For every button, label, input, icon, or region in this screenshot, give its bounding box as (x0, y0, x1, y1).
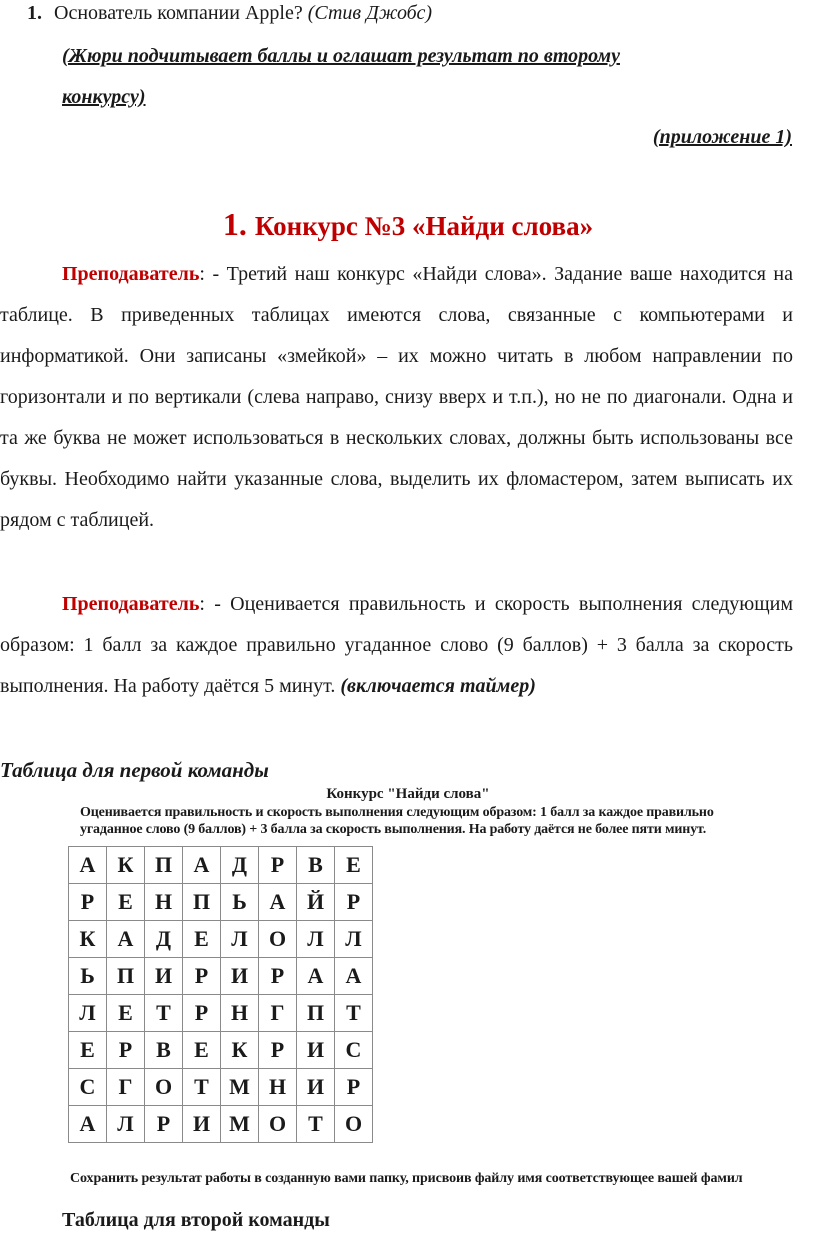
grid-cell: М (221, 1106, 259, 1143)
paragraph-task-text: Третий наш конкурс «Найди слова». Задание ваше находится на таблице. В приведенных таблицах имеются слова, связанные с компьютерами и информатикой. Они записаны «змейкой» – их можно читать в любом направлении по горизонтали и по вертикали (слева направо, снизу вверх и т.п.), но не по диагонали. Одна и та же буква не может использоваться в нескольких словах, должны быть использованы все буквы. Необходимо найти указанные слова, выделить их фломастером, затем выписать их рядом с таблицей. (0, 263, 793, 531)
grid-cell: С (69, 1069, 107, 1106)
section-number: 1. (222, 206, 247, 242)
grid-cell: Т (335, 995, 373, 1032)
grid-cell: Н (221, 995, 259, 1032)
grid-row (69, 884, 373, 921)
grid-cell: Т (145, 995, 183, 1032)
grid-cell: О (335, 1106, 373, 1143)
grid-cell: И (297, 1032, 335, 1069)
worksheet-title: Конкурс "Найди слова" (326, 786, 490, 802)
speaker-separator: : - (199, 593, 231, 615)
grid-cell: А (69, 847, 107, 884)
section-heading (0, 206, 816, 243)
grid-cell: Р (107, 1032, 145, 1069)
grid-cell: Р (259, 958, 297, 995)
speaker-separator: : - (199, 263, 227, 285)
grid-cell: Й (297, 884, 335, 921)
grid-cell: Л (335, 921, 373, 958)
appendix-reference: (приложение 1) (652, 126, 792, 148)
grid-cell: О (259, 921, 297, 958)
table1-label: Таблица для первой команды (0, 758, 269, 782)
grid-cell: Л (69, 995, 107, 1032)
grid-cell: Т (297, 1106, 335, 1143)
jury-note-line2: конкурсу) (62, 86, 146, 108)
question-number: 1. (27, 2, 42, 24)
grid-row (69, 921, 373, 958)
grid-row (69, 1106, 373, 1143)
grid-cell: Т (183, 1069, 221, 1106)
grid-row (69, 847, 373, 884)
grid-cell: Р (69, 884, 107, 921)
grid-cell: Р (335, 884, 373, 921)
grid-cell: Р (335, 1069, 373, 1106)
grid-cell: Р (259, 847, 297, 884)
grid-cell: О (145, 1069, 183, 1106)
grid-cell: Е (183, 1032, 221, 1069)
speaker-label: Преподаватель (62, 593, 200, 615)
grid-cell: А (69, 1106, 107, 1143)
save-instruction: Сохранить результат работы в созданную вами папку, присвоив файлу имя соответствующее вашей фамил (70, 1171, 743, 1186)
grid-cell: А (335, 958, 373, 995)
grid-cell: Г (259, 995, 297, 1032)
grid-row (69, 1069, 373, 1106)
speaker-label: Преподаватель (62, 263, 200, 285)
grid-row (69, 958, 373, 995)
question-answer: (Стив Джобс) (307, 2, 433, 24)
grid-cell: К (69, 921, 107, 958)
timer-note: (включается таймер) (340, 675, 536, 697)
grid-cell: Р (259, 1032, 297, 1069)
grid-cell: Е (107, 995, 145, 1032)
grid-cell: А (107, 921, 145, 958)
grid-row (69, 995, 373, 1032)
grid-cell: А (297, 958, 335, 995)
grid-cell: Р (183, 958, 221, 995)
grid-cell: К (107, 847, 145, 884)
paragraph-scoring-text: Оценивается правильность и скорость выполнения следующим образом: 1 балл за каждое правильно угаданное слово (9 баллов) + 3 балла за скорость выполнения. На работу даётся 5 минут. (0, 593, 794, 697)
grid-cell: П (145, 847, 183, 884)
word-search-grid (68, 846, 373, 1143)
question-line (27, 2, 432, 25)
grid-cell: А (259, 884, 297, 921)
grid-cell: И (221, 958, 259, 995)
grid-cell: К (221, 1032, 259, 1069)
section-title: Конкурс №3 «Найди слова» (254, 211, 594, 241)
grid-cell: Н (145, 884, 183, 921)
grid-cell: И (183, 1106, 221, 1143)
worksheet-note-line1: Оценивается правильность и скорость выполнения следующим образом: 1 балл за каждое правильно (80, 805, 714, 820)
grid-cell: Е (335, 847, 373, 884)
worksheet-note-line2: угаданное слово (9 баллов) + 3 балла за скорость выполнения. На работу даётся не более пяти минут. (80, 822, 707, 837)
grid-cell: С (335, 1032, 373, 1069)
grid-cell: П (183, 884, 221, 921)
grid-cell: Ь (221, 884, 259, 921)
grid-cell: П (297, 995, 335, 1032)
grid-cell: Л (297, 921, 335, 958)
grid-row (69, 1032, 373, 1069)
grid-cell: В (145, 1032, 183, 1069)
grid-cell: Г (107, 1069, 145, 1106)
table2-label: Таблица для второй команды (62, 1209, 330, 1231)
grid-cell: А (183, 847, 221, 884)
paragraph-scoring (0, 584, 793, 707)
grid-cell: Е (69, 1032, 107, 1069)
grid-cell: Л (221, 921, 259, 958)
grid-cell: Л (107, 1106, 145, 1143)
grid-cell: О (259, 1106, 297, 1143)
grid-cell: Д (145, 921, 183, 958)
grid-cell: Н (259, 1069, 297, 1106)
grid-cell: Р (183, 995, 221, 1032)
grid-cell: Е (107, 884, 145, 921)
grid-cell: М (221, 1069, 259, 1106)
paragraph-task (0, 254, 793, 541)
grid-cell: П (107, 958, 145, 995)
grid-cell: Ь (69, 958, 107, 995)
question-text: Основатель компании Apple? (54, 2, 303, 24)
grid-cell: И (145, 958, 183, 995)
grid-cell: Р (145, 1106, 183, 1143)
jury-note-line1: (Жюри подчитывает баллы и оглашат результат по второму (62, 45, 620, 67)
grid-cell: В (297, 847, 335, 884)
grid-cell: Д (221, 847, 259, 884)
grid-cell: Е (183, 921, 221, 958)
grid-cell: И (297, 1069, 335, 1106)
